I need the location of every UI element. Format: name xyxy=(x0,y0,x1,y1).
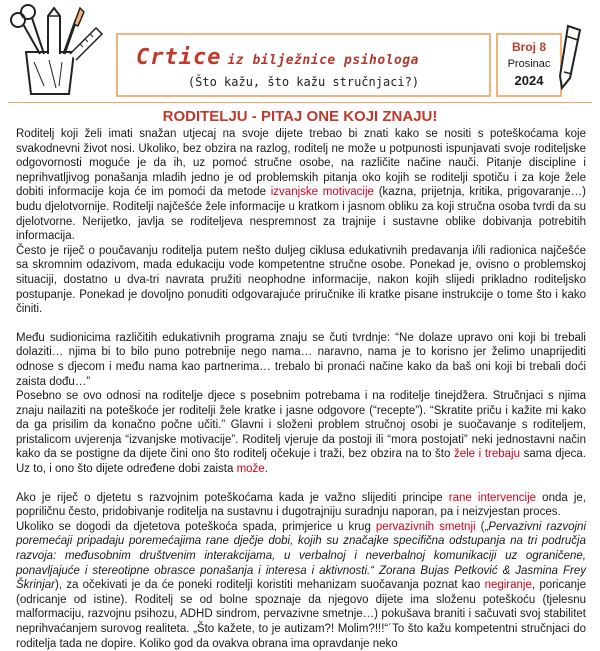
pencil-icon xyxy=(558,22,590,92)
highlight-denial: negiranje xyxy=(484,579,532,592)
title-main: Crtice xyxy=(136,45,222,70)
paragraph-5: Ako je riječ o djetetu s razvojnim poteškoćama kada je važno slijediti principe rane intervencije onda je, popriličnu često, pridobivanje roditelja na sustavnu i dugotrajniju suradnju naporan, pa i neizvjestan proces. xyxy=(16,491,587,519)
definition-quote: Pervazivni razvojni poremećaji pripadaju poremećajima rane dječje dobi, kojih su značajke specifična odstupanja na tri područja razvoja: međusobnim društvenim interakcijama, u verbalnoj i neverbalnoj komunikaciji uz ograničene, ponavljajuće i stereotipne obrasce ponašanja i interesa i aktivnosti.“ Zorana Bujas Petković & Jasmina Frey Škrinjar xyxy=(16,520,587,592)
header-divider xyxy=(8,102,592,103)
issue-box xyxy=(496,33,562,97)
highlight-can: može xyxy=(236,463,265,476)
paragraph-2: Često je riječ o poučavanju roditelja putem nešto duljeg ciklusa edukativnih predavanja i/ili radionica najčešće sa skromnim odazivom, mada edukaciju vode kompetentne stručne osobe. Ponekad je, ovisno o problemskoj situaciji, dostatno u dva-tri navrata pružiti neophodne informacije, nakon kojih slijedi prikladno roditeljsko postupanje. Ponekad je dovoljno ponuditi odgovarajuće priručnike ili kratke pisane instrukcije o tome što i kako činiti. xyxy=(16,244,586,316)
article-title: RODITELJU - PITAJ ONE KOJI ZNAJU! xyxy=(162,108,438,125)
issue-year: 2024 xyxy=(514,73,544,88)
highlight-external-motivation: izvanjske motivacije xyxy=(270,186,374,199)
paragraph-4: Posebno se ovo odnosi na roditelje djece s posebnim potrebama i na roditelje tinejdžera. Stručnjaci s njima znaju nailaziti na poteškoće jer roditelji žele kratke i jasne odgovore (“recepte”). “Skratite priču i kažite mi kako da ga prisilim da konačno počne učiti.” Glavni i složeni problem stručnoj osobi je suočavanje s roditeljem, pristalicom uvjerenja “izvanjske motivacije”. Roditelj vjeruje da postoji ili “mora postojati” neki jednostavni način kako da se postigne da dijete čini ono što roditelj očekuje i traži, bez obzira na to što žele i trebaju sama djeca. Uz to, i ono što dijete određene dobi zaista može. xyxy=(16,390,586,476)
paragraph-3: Među sudionicima različitih edukativnih programa znaju se čuti tvrdnje: “Ne dolaze upravo oni koji bi trebali dolaziti… njima bi to bilo puno potrebnije nego nama… naravno, nama je to korisno jer želimo unaprijediti odnose s djecom i među nama kao partnerima… trebalo bi pronaći načine kako da baš oni koji bi trebali doći zaista dođu…” xyxy=(16,331,586,388)
pencil-cup-icon xyxy=(4,2,119,98)
newsletter-header xyxy=(0,0,600,100)
title-box xyxy=(116,33,491,97)
highlight-pervasive: pervazivnih smetnji xyxy=(375,520,476,533)
subtitle: (Što kažu, što kažu stručnjaci?) xyxy=(187,75,420,89)
issue-number: Broj 8 xyxy=(511,40,546,54)
highlight-want-need: žele i trebaju xyxy=(453,448,520,461)
title-line xyxy=(136,45,419,70)
title-rest: iz bilježnice psihologa xyxy=(227,53,419,68)
paragraph-6: Ukoliko se dogodi da djetetova poteškoća spada, primjerice u krug pervazivnih smetnji („Pervazivni razvojni poremećaji pripadaju poremećajima rane dječje dobi, kojih su značajke specifična odstupanja na tri područja razvoja: međusobnim društvenim interakcijama, u verbalnoj i neverbalnoj komunikaciji uz ograničene, ponavljajuće i stereotipne obrasce ponašanja i interesa i aktivnosti.“ Zorana Bujas Petković & Jasmina Frey Škrinjar), za očekivati je da će poneki roditelji koristiti mehanizam suočavanja poznat kao negiranje, poricanje (odricanje od istine). Roditelj se od bolne spoznaje da njegovo dijete ima složenu poteškoću (tjelesnu malformaciju, razvojnu psihozu, ADHD sindrom, pervazivne smetnje…) pokušava braniti i sačuvati svoj stabilitet neprihvaćanjem surovog realiteta. „Što kažete, to je autizam?! Molim?!!!“´To što kažu kompetentni stručnjaci do roditelja tada ne dopire. Koliko god da ovakva obrana ima opravdanje neko xyxy=(16,520,587,650)
issue-month: Prosinac xyxy=(507,58,551,70)
highlight-early-intervention: rane intervencije xyxy=(448,491,537,504)
paragraph-1: Roditelj koji želi imati snažan utjecaj na svoje dijete trebao bi znati kako se nositi s poteškoćama koje svakodnevni život nosi. Ukoliko, bez obzira na razlog, roditelj ne može u potpunosti ispunjavati svoje roditeljske odgovornosti moguće je da ih, uz pomoć stručne osobe, na različite načine nauči. Pitanje discipline i neprihvatljivog ponašanja mladih jedno je od problemskih pitanja oko kojih se roditelji spotiču i za koje žele dobiti informacije koja će im pomoći da metode izvanjske motivacije (kazna, prijetnja, kritika, prigovaranje…) budu djelotvornije. Roditelji najčešće žele informacije u kratkom i jasnom obliku za koji stručna osoba tvrdi da su djelotvorne. Nerijetko, javlja se roditeljeva nespremnost za trajnije i sustavne oblike dobivanja potrebitih informacija. xyxy=(16,128,586,243)
article-body xyxy=(16,127,586,651)
